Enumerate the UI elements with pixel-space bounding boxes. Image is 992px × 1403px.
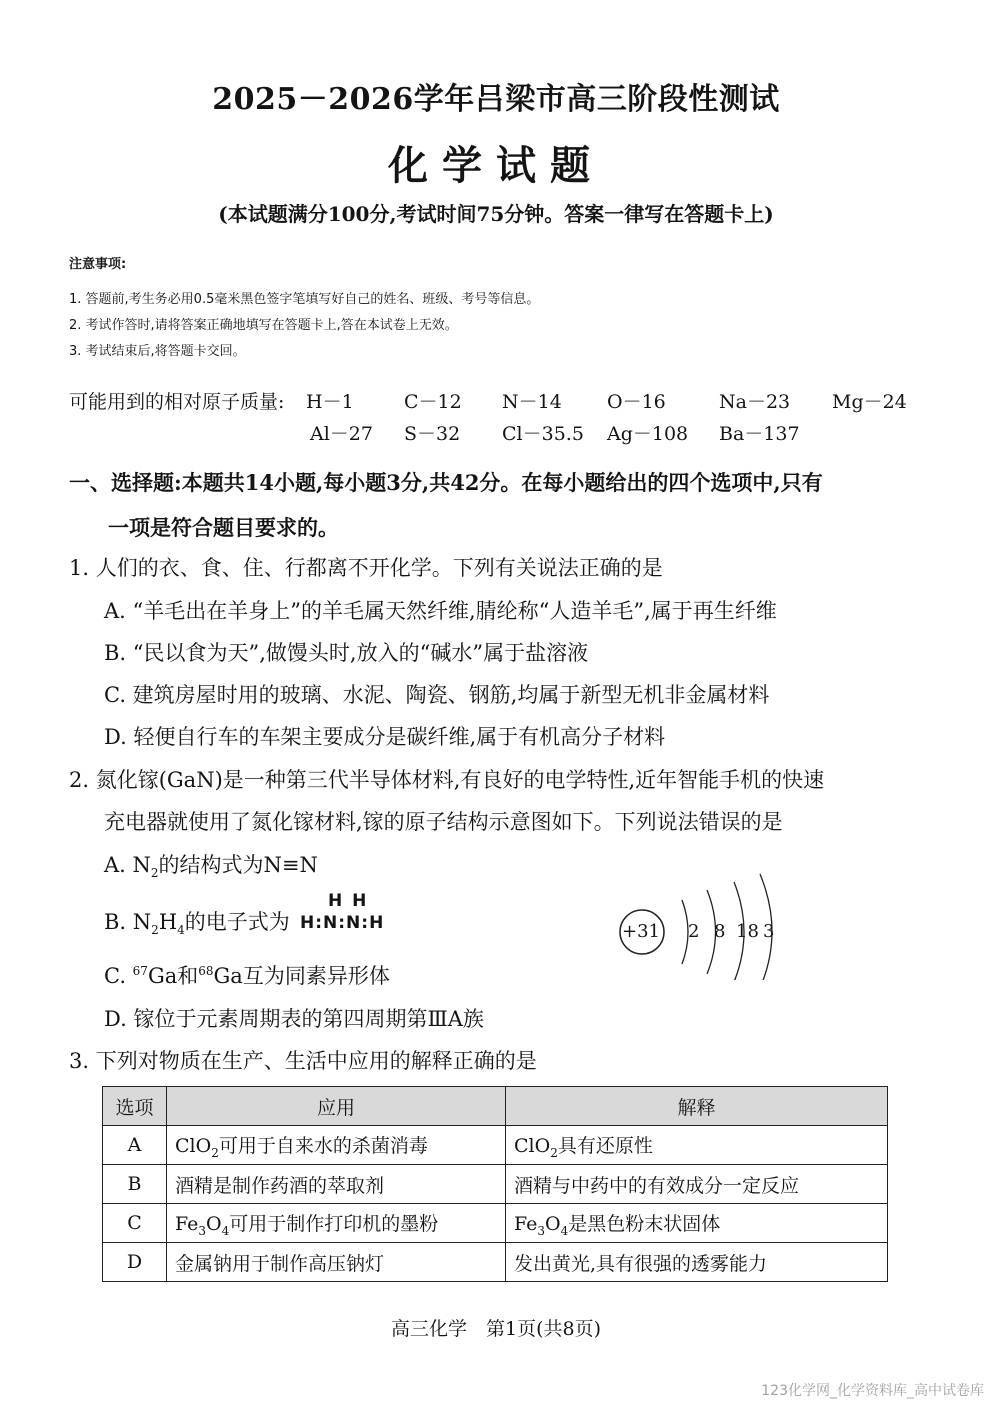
option-cell: D bbox=[103, 1243, 167, 1282]
option-cell: C bbox=[103, 1204, 167, 1243]
table-row bbox=[103, 1243, 888, 1282]
question-2-option-c: C. $^{67}$Ga和$^{68}$Ga互为同素异形体 bbox=[104, 964, 390, 988]
nucleus-charge: +31 bbox=[622, 921, 660, 942]
notice-item: 1. 答题前,考生务必用0.5毫米黑色签字笔填写好自己的姓名、班级、考号等信息。 bbox=[69, 292, 540, 307]
question-2-option-d: D. 镓位于元素周期表的第四周期第ⅢA族 bbox=[104, 1007, 484, 1031]
atomic-mass-label: 可能用到的相对原子质量: bbox=[69, 391, 285, 413]
atomic-mass-value: S－32 bbox=[404, 423, 461, 445]
question-3-table bbox=[102, 1086, 888, 1282]
table-header: 解释 bbox=[506, 1087, 888, 1126]
table-header-row bbox=[103, 1087, 888, 1126]
explanation-cell: 发出黄光,具有很强的透雾能力 bbox=[506, 1243, 888, 1282]
notice-item: 2. 考试作答时,请将答案正确地填写在答题卡上,答在本试卷上无效。 bbox=[69, 318, 458, 333]
atomic-mass-value: N－14 bbox=[502, 391, 562, 413]
atomic-mass-value: H－1 bbox=[306, 391, 354, 413]
notice-title: 注意事项: bbox=[69, 257, 127, 272]
atomic-mass-value: Ag－108 bbox=[607, 423, 689, 445]
application-cell: ClO$_2$可用于自来水的杀菌消毒 bbox=[167, 1126, 506, 1165]
option-cell: B bbox=[103, 1165, 167, 1204]
application-cell: 金属钠用于制作高压钠灯 bbox=[167, 1243, 506, 1282]
page-footer: 高三化学 第1页(共8页) bbox=[390, 1318, 601, 1340]
atomic-mass-value: Al－27 bbox=[310, 423, 373, 445]
electron-formula: H H H:N:N:H bbox=[300, 891, 385, 933]
atomic-mass-value: Cl－35.5 bbox=[502, 423, 584, 445]
atomic-mass-value: Na－23 bbox=[719, 391, 791, 413]
application-cell: 酒精是制作药酒的萃取剂 bbox=[167, 1165, 506, 1204]
exam-title: 2025－2026学年吕梁市高三阶段性测试 bbox=[212, 82, 780, 117]
question-1-option-d: D. 轻便自行车的车架主要成分是碳纤维,属于有机高分子材料 bbox=[104, 725, 666, 749]
explanation-cell: ClO$_2$具有还原性 bbox=[506, 1126, 888, 1165]
question-2-option-a: A. $N_2$的结构式为N≡N bbox=[104, 853, 318, 881]
shell-electrons: 18 bbox=[736, 921, 759, 942]
question-3-stem: 3. 下列对物质在生产、生活中应用的解释正确的是 bbox=[69, 1049, 537, 1073]
table-row bbox=[103, 1165, 888, 1204]
atomic-mass-value: Mg－24 bbox=[832, 391, 907, 413]
shell-electrons: 3 bbox=[763, 921, 775, 942]
option-cell: A bbox=[103, 1126, 167, 1165]
question-1-option-a: A. “羊毛出在羊身上”的羊毛属天然纤维,腈纶称“人造羊毛”,属于再生纤维 bbox=[104, 599, 777, 623]
question-2-stem: 2. 氮化镓(GaN)是一种第三代半导体材料,有良好的电学特性,近年智能手机的快速 bbox=[69, 768, 825, 792]
table-header: 选项 bbox=[103, 1087, 167, 1126]
atomic-mass-value: C－12 bbox=[404, 391, 462, 413]
table-row bbox=[103, 1126, 888, 1165]
gallium-atom-diagram bbox=[612, 870, 792, 984]
explanation-cell: $Fe_3O_4$是黑色粉末状固体 bbox=[506, 1204, 888, 1243]
atomic-mass-value: Ba－137 bbox=[719, 423, 800, 445]
shell-electrons: 8 bbox=[714, 921, 726, 942]
watermark: 123化学网_化学资料库_高中试卷库 bbox=[761, 1383, 984, 1399]
question-1-stem: 1. 人们的衣、食、住、行都离不开化学。下列有关说法正确的是 bbox=[69, 556, 663, 580]
question-2-stem-cont: 充电器就使用了氮化镓材料,镓的原子结构示意图如下。下列说法错误的是 bbox=[104, 810, 783, 834]
table-row bbox=[103, 1204, 888, 1243]
table-header: 应用 bbox=[167, 1087, 506, 1126]
subject-title: 化学试题 bbox=[388, 142, 604, 189]
explanation-cell: 酒精与中药中的有效成分一定反应 bbox=[506, 1165, 888, 1204]
question-2-option-b: B. $N_2H_4$的电子式为 bbox=[104, 910, 290, 938]
notice-item: 3. 考试结束后,将答题卡交回。 bbox=[69, 344, 246, 359]
shell-electrons: 2 bbox=[688, 921, 700, 942]
question-1-option-c: C. 建筑房屋时用的玻璃、水泥、陶瓷、钢筋,均属于新型无机非金属材料 bbox=[104, 683, 770, 707]
question-1-option-b: B. “民以食为天”,做馒头时,放入的“碱水”属于盐溶液 bbox=[104, 641, 589, 665]
atomic-mass-value: O－16 bbox=[607, 391, 666, 413]
section-heading: 一、选择题:本题共14小题,每小题3分,共42分。在每小题给出的四个选项中,只有 bbox=[69, 470, 823, 495]
exam-instructions: (本试题满分100分,考试时间75分钟。答案一律写在答题卡上) bbox=[218, 202, 774, 226]
section-heading-cont: 一项是符合题目要求的。 bbox=[108, 515, 339, 540]
application-cell: $Fe_3O_4$可用于制作打印机的墨粉 bbox=[167, 1204, 506, 1243]
